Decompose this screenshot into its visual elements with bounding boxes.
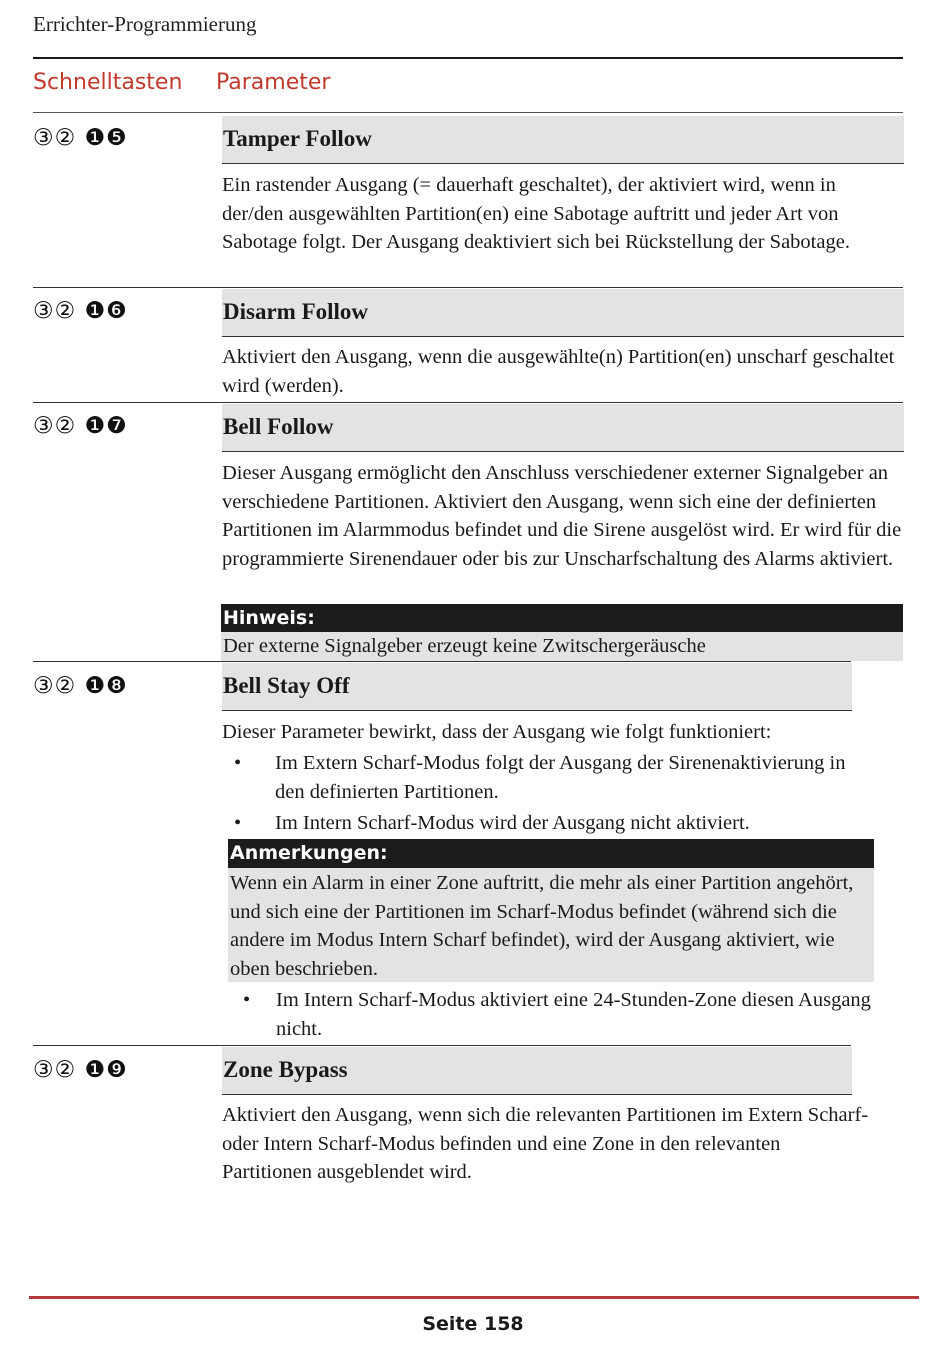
parameter-title xyxy=(222,1047,852,1095)
column-header-keys: Schnelltasten xyxy=(33,70,183,95)
parameter-title xyxy=(222,404,904,452)
bullet-text: Im Intern Scharf-Modus wird der Ausgang nicht aktiviert. xyxy=(275,812,750,834)
parameter-description: Aktiviert den Ausgang, wenn die ausgewählte(n) Partition(en) unscharf geschaltet wird (werden). xyxy=(222,346,895,397)
header-rule xyxy=(33,57,903,59)
running-header: Errichter-Programmierung xyxy=(33,12,257,36)
parameter-description: Dieser Ausgang ermöglicht den Anschluss verschiedener externer Signalgeber an verschiedene Partitionen. Aktiviert den Ausgang, wenn sich eine der definierten Partitionen im Alarmmodus befindet und die Sirene ausgelöst wird. Er wird für die programmierte Sirenendauer oder bis zur Unscharfschaltung des Alarms aktiviert. xyxy=(222,462,902,570)
column-header-params: Parameter xyxy=(216,70,331,95)
parameter-description: Ein rastender Ausgang (= dauerhaft geschaltet), der aktiviert wird, wenn in der/den ausgewählten Partition(en) eine Sabotage auftritt und jeder Art von Sabotage folgt. Der Ausgang deaktiviert sich bei Rückstellung der Sabotage. xyxy=(222,174,850,254)
parameter-title-text: Bell Follow xyxy=(223,414,334,439)
bullet-item xyxy=(243,986,873,1043)
row-separator xyxy=(33,402,903,403)
shortcut-keys: ③② ❶❻ xyxy=(33,298,128,324)
bullet-glyph: • xyxy=(234,812,242,834)
note-text: Der externe Signalgeber erzeugt keine Zwitschergeräusche xyxy=(221,632,903,661)
parameter-description: Dieser Parameter bewirkt, dass der Ausgang wie folgt funktioniert: xyxy=(222,721,772,743)
bullet-glyph: • xyxy=(234,752,242,774)
bullet-text: Im Extern Scharf-Modus folgt der Ausgang der Sirenenaktivierung in den definierten Partitionen. xyxy=(275,752,846,803)
row-separator xyxy=(33,287,903,288)
parameter-title xyxy=(222,289,904,337)
note-heading: Hinweis: xyxy=(221,604,903,632)
parameter-title xyxy=(222,663,852,711)
column-header-rule xyxy=(33,112,903,113)
parameter-description: Aktiviert den Ausgang, wenn sich die relevanten Partitionen im Extern Scharf- oder Intern Scharf-Modus befinden und eine Zone in den relevanten Partitionen ausgeblendet wird. xyxy=(222,1104,869,1184)
bullet-text: Im Intern Scharf-Modus aktiviert eine 24-Stunden-Zone diesen Ausgang nicht. xyxy=(276,989,871,1040)
note-heading: Anmerkungen: xyxy=(228,839,874,868)
parameter-title-text: Tamper Follow xyxy=(223,126,372,151)
row-separator xyxy=(33,1045,851,1046)
shortcut-keys: ③② ❶❺ xyxy=(33,125,128,151)
bullet-item xyxy=(234,809,874,838)
shortcut-keys: ③② ❶❼ xyxy=(33,413,128,439)
parameter-title-text: Bell Stay Off xyxy=(223,673,350,698)
parameter-title xyxy=(222,116,904,164)
bullet-item xyxy=(234,749,874,806)
note-text: Wenn ein Alarm in einer Zone auftritt, die mehr als einer Partition angehört, und sich eine der Partitionen im Scharf-Modus befindet (während sich die andere im Modus Intern Scharf befindet), wird der Ausgang aktiviert, wie oben beschrieben. xyxy=(228,868,874,982)
footer-rule xyxy=(29,1296,919,1299)
parameter-title-text: Zone Bypass xyxy=(223,1057,348,1082)
parameter-title-text: Disarm Follow xyxy=(223,299,369,324)
row-separator xyxy=(33,661,851,662)
page-number: Seite 158 xyxy=(422,1313,524,1335)
shortcut-keys: ③② ❶❽ xyxy=(33,673,128,699)
bullet-glyph: • xyxy=(243,989,251,1011)
shortcut-keys: ③② ❶❾ xyxy=(33,1057,128,1083)
